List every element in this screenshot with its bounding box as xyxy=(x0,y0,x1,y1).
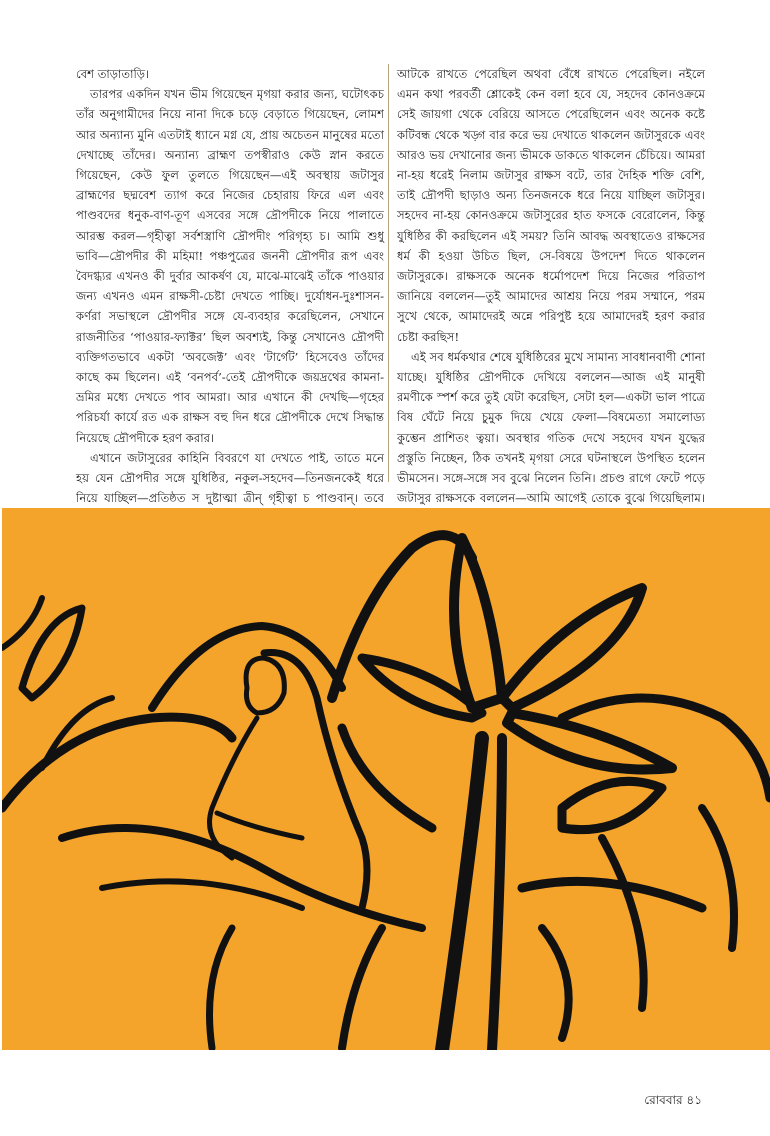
paragraph: আটকে রাখতে পেরেছিল অথবা বেঁধে রাখতে পেরেছিল। নইলে এমন কথা পরবর্তী শ্লোকেই কেন বলা হবে যে, সহদেব কোনওক্রমে সেই জায়গা থেকে বেরিয়ে আসতে পেরেছিলেন এবং অনেক কষ্টে কটিবন্ধ থেকে খড়্গ বার করে ভয় দেখাতে থাকলেন জটাসুরকে এবং আরও ভয় দেখানোর জন্য ভীমকে ডাকতে থাকলেন চেঁচিয়ে। আমরা না-হয় ধরেই নিলাম জটাসুর রাক্ষস বটে, তার দৈহিক শক্তি বেশি, তাই দ্রৌপদী ছাড়াও অন্য তিনজনকে ধরে নিয়ে যাচ্ছিল জটাসুর। সহদেব না-হয় কোনওক্রমে জটাসুরের হাত ফসকে বেরোলেন, কিন্তু যুধিষ্ঠির কী করছিলেন এই সময়? তিনি আবদ্ধ অবস্থাতেও রাক্ষসের ধর্ম কী হওয়া উচিত ছিল, সে-বিষয়ে উপদেশ দিতে থাকলেন জটাসুরকে। রাক্ষসকে অনেক ধর্মোপদেশ দিয়ে নিজের পরিতাপ জানিয়ে বললেন—তুই আমাদের আশ্রয় নিয়ে পরম সম্মানে, পরম সুখে থেকে, আমাদেরই অন্নে পরিপুষ্ট হয়ে আমাদেরই হরণ করার চেষ্টা করছিস! xyxy=(397,67,705,344)
flower-stem xyxy=(492,738,502,1050)
hill-stroke xyxy=(562,698,770,798)
figure-lap xyxy=(102,881,302,908)
illustration xyxy=(2,508,770,1050)
leaf-stroke xyxy=(210,928,233,1048)
flower-petal xyxy=(454,538,502,708)
leaf-stroke xyxy=(2,598,42,648)
leaf-stroke xyxy=(542,928,569,1038)
leaf-stroke xyxy=(562,781,662,829)
flower-stem xyxy=(442,738,482,1050)
article-column-left xyxy=(76,64,384,549)
brush-illustration xyxy=(2,508,770,1050)
paragraph: তারপর একদিন যখন ভীম গিয়েছেন মৃগয়া করার জন্য, ঘটোৎকচ তাঁর অনুগামীদের নিয়ে নানা দিকে চড়ে বেড়াতে গিয়েছেন, লোমশ আর অন্যান্য মুনি এতটাই ধ্যানে মগ্ন যে, প্রায় অচেতন মানুষের মতো দেখাচ্ছে তাঁদের। অন্যান্য ব্রাহ্মণ তপস্বীরাও কেউ স্নান করতে গিয়েছেন, কেউ ফুল তুলতে গিয়েছেন—এই অবস্থায় জটাসুর ব্রাহ্মণের ছদ্মবেশ ত্যাগ করে নিজের চেহারায় ফিরে এল এবং পাণ্ডবদের ধনুক-বাণ-তূণ এসবের সঙ্গে দ্রৌপদীকে নিয়ে পালাতে আরম্ভ করল—গৃহীত্বা সর্বশস্ত্রাণি দ্রৌপদীং পরিগৃহ্য চ। আমি শুধু ভাবি—দ্রৌপদীর কী মহিমা! পঞ্চপুত্রের জননী দ্রৌপদীর রূপ এবং বৈদগ্ধ্যর এখনও কী দুর্বার আকর্ষণ যে, মাঝে-মাঝেই তাঁকে পাওয়ার জন্য এখনও এমন রাক্ষসী-চেষ্টা দেখতে পাচ্ছি। দুর্যোধন-দুঃশাসন-কর্ণরা সভাস্থলে দ্রৌপদীর সঙ্গে যে-ব্যবহার করেছিলেন, সেখানে রাজনীতির ‘পাওয়ার-ফ্যাক্টর’ ছিল অবশ্যই, কিন্তু সেখানেও দ্রৌপদী ব্যক্তিগতভাবে একটা ‘অবজেক্ট’ এবং ‘টার্গেট’ হিসেবেও তাঁদের কাছে কম ছিলেন। এই ‘বনপর্ব’-তেই দ্রৌপদীকে জয়দ্রথের কামনা-ভ্রমির মধ্যে দেখতে পাব আমরা। আর এখানে কী দেখছি—গৃহের পরিচর্যা কার্যে রত এক রাক্ষস বহু দিন ধরে দ্রৌপদীকে দেখে সিদ্ধান্ত নিয়েছে দ্রৌপদীকে হরণ করার। xyxy=(76,87,384,445)
figure-veil xyxy=(264,653,367,908)
leaf-stroke xyxy=(522,881,702,908)
hill-stroke xyxy=(2,717,232,808)
leaf-stroke xyxy=(342,928,382,1048)
paragraph: এখানে জটাসুরের কাহিনি বিবরণে যা দেখতে পাই, তাতে মনে হয় যেন দ্রৌপদীর সঙ্গে যুধিষ্ঠির, নকুল-সহদেব—তিনজনকেই ধরে নিয়ে যাচ্ছিল—প্রতিষ্ঠত স দুষ্টাত্মা ত্রীন্ গৃহীত্বা চ পাণ্ডবান্। তবে xyxy=(76,450,384,506)
page-folio: রোববার ৪১ xyxy=(644,1093,702,1107)
leaf-stroke xyxy=(602,838,644,1008)
flower-petal xyxy=(502,588,642,708)
column-divider xyxy=(388,64,389,482)
figure-arm xyxy=(217,813,302,838)
article-column-right xyxy=(397,64,705,549)
paragraph: এই সব ধর্মকথার শেষে যুধিষ্ঠিরের মুখে সামান্য সাবধানবাণী শোনা যাচ্ছে। যুধিষ্ঠির দ্রৌপদীকে দেখিয়ে বললেন—আজ এই মানুষী রমণীকে স্পর্শ করে তুই যেটা করেছিস, সেটা হল—একটা ভাল পাত্রে বিষ ঘেঁটে নিয়ে চুমুক দিয়ে খেয়ে ফেলা—বিষমেত্যা সমালোড্য কুম্ভেন প্রাশিতং ত্বয়া। অবস্থার গতিক দেখে সহদেব যখন যুদ্ধের প্রস্তুতি নিচ্ছেন, ঠিক তখনই মৃগয়া সেরে ঘটনাস্থলে উপস্থিত হলেন ভীমসেন। সঙ্গে-সঙ্গে সব বুঝে নিলেন তিনি। প্রচণ্ড রাগে ফেটে পড়ে জটাসুর রাক্ষসকে বললেন—আমি আগেই তোকে বুঝে গিয়েছিলাম। xyxy=(397,349,705,506)
flower-petal xyxy=(507,713,672,770)
leaf-stroke xyxy=(702,808,734,948)
figure-head xyxy=(246,658,284,713)
paragraph: বেশ তাড়াতাড়ি। xyxy=(76,67,150,81)
